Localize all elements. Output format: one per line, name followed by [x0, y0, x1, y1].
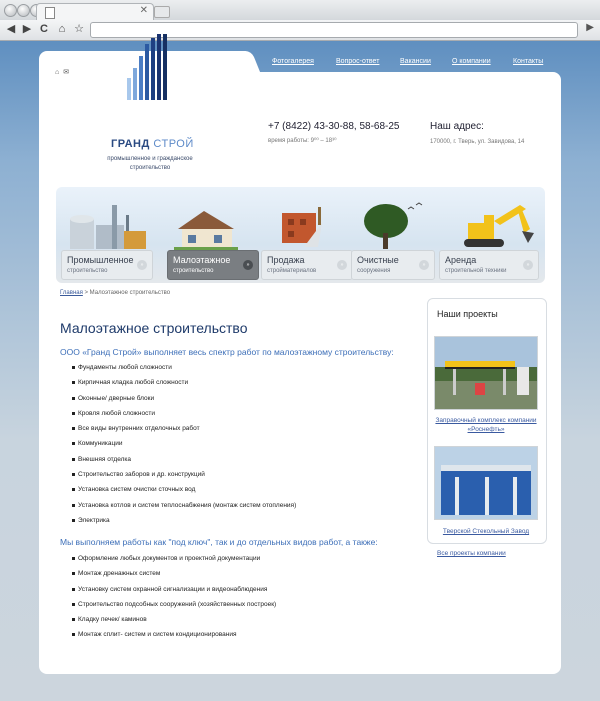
logo-subtitle: промышленное и гражданское строительство — [107, 156, 193, 171]
address-title: Наш адрес: — [430, 121, 484, 132]
home-icon[interactable]: ⌂ — [58, 23, 66, 35]
forward-arrow-icon[interactable]: ▶ — [22, 23, 32, 35]
close-window-icon[interactable] — [4, 4, 17, 17]
category-title: Аренда — [445, 255, 477, 265]
all-projects-link[interactable]: Все проекты компании — [437, 550, 506, 557]
industrial-plant-image — [66, 201, 150, 251]
category-title: Очистные — [357, 255, 399, 265]
arrow-right-icon: » — [523, 260, 533, 270]
sidebar-title: Наши проекты — [437, 309, 498, 319]
category-title: Продажа — [267, 255, 305, 265]
reload-icon[interactable]: C — [40, 23, 48, 35]
category-industrial[interactable] — [61, 250, 153, 280]
list-item: Оконные/ дверные блоки — [72, 395, 296, 410]
list-item: Установка систем очистки сточных вод — [72, 486, 296, 501]
list-item: Оформление любых документов и проектной документации — [72, 555, 276, 570]
list-item: Строительство подсобных сооружений (хозяйственных построек) — [72, 601, 276, 616]
page-title: Малоэтажное строительство — [60, 320, 248, 336]
project-photo-glass-factory[interactable] — [434, 446, 538, 520]
browser-tab[interactable] — [36, 3, 154, 21]
services-list — [72, 364, 296, 532]
company-logo[interactable] — [97, 66, 207, 156]
list-item: Фундаменты любой сложности — [72, 364, 296, 379]
lead-text-2: Мы выполняем работы как "под ключ", так и до отдельных видов работ, а также: — [60, 537, 378, 547]
home-link-icon[interactable]: ⌂ — [55, 69, 60, 76]
category-subtitle: строительной техники — [445, 268, 507, 274]
tree-image — [358, 201, 428, 251]
star-icon[interactable]: ☆ — [74, 23, 84, 35]
category-materials[interactable] — [261, 250, 353, 280]
mail-icon[interactable]: ✉ — [63, 69, 70, 76]
excavator-image — [460, 203, 536, 249]
nav-about[interactable]: О компании — [452, 58, 491, 65]
category-treatment[interactable] — [351, 250, 435, 280]
list-item: Монтаж сплит- систем и систем кондиционирования — [72, 631, 276, 646]
minimize-window-icon[interactable] — [17, 4, 30, 17]
go-icon[interactable]: ▶ — [586, 22, 594, 33]
page-icon — [45, 7, 55, 19]
brick-trowel-image — [278, 203, 326, 249]
list-item: Установку систем охранной сигнализации и видеонаблюдения — [72, 586, 276, 601]
category-lowrise[interactable] — [167, 250, 259, 280]
logo-word-stroy: СТРОЙ — [153, 138, 194, 150]
category-title: Малоэтажное — [173, 255, 231, 265]
project-link-glass-factory[interactable]: Тверской Стекольный Завод — [442, 528, 530, 535]
new-tab-button[interactable] — [154, 6, 170, 18]
breadcrumb — [60, 290, 170, 296]
arrow-right-icon: » — [243, 260, 253, 270]
utility-icons — [55, 68, 73, 76]
list-item: Монтаж дренажных систем — [72, 570, 276, 585]
category-rental[interactable] — [439, 250, 539, 280]
nav-contacts[interactable]: Контакты — [513, 58, 544, 65]
list-item: Электрика — [72, 517, 296, 532]
project-photo-gas-station[interactable] — [434, 336, 538, 410]
list-item: Установка котлов и систем теплоснабжения (монтаж систем отопления) — [72, 502, 296, 517]
category-subtitle: строительство — [67, 268, 108, 274]
nav-gallery[interactable]: Фотогалерея — [272, 58, 314, 65]
category-title: Промышленное — [67, 255, 134, 265]
back-arrow-icon[interactable]: ◀ — [6, 23, 16, 35]
arrow-right-icon: » — [419, 260, 429, 270]
address-text: 170000, г. Тверь, ул. Завидова, 14 — [430, 139, 525, 145]
breadcrumb-current: > Малоэтажное строительство — [84, 290, 171, 296]
category-subtitle: стройматериалов — [267, 268, 317, 274]
list-item: Строительство заборов и др. конструкций — [72, 471, 296, 486]
list-item: Кладку печек/ каминов — [72, 616, 276, 631]
list-item: Коммуникации — [72, 440, 296, 455]
tab-close-icon[interactable]: ✕ — [139, 5, 148, 16]
arrow-right-icon: » — [337, 260, 347, 270]
list-item: Внешняя отделка — [72, 456, 296, 471]
extra-services-list — [72, 555, 276, 647]
list-item: Кирпичная кладка любой сложности — [72, 379, 296, 394]
lead-text: ООО «Гранд Строй» выполняет весь спектр работ по малоэтажному строительству: — [60, 347, 394, 357]
list-item: Все виды внутренних отделочных работ — [72, 425, 296, 440]
page-viewport — [0, 41, 600, 701]
category-subtitle: сооружения — [357, 268, 391, 274]
project-link-gas-station[interactable]: Заправочный комплекс компании «Роснефть» — [435, 417, 537, 433]
browser-titlebar — [0, 0, 600, 21]
nav-faq[interactable]: Вопрос-ответ — [336, 58, 380, 65]
breadcrumb-home[interactable]: Главная — [60, 290, 83, 296]
logo-word-grand: ГРАНД — [111, 138, 150, 150]
phone-number: +7 (8422) 43-30-88, 58-68-25 — [268, 121, 400, 132]
category-subtitle: строительство — [173, 268, 214, 274]
nav-vacancies[interactable]: Вакансии — [400, 58, 431, 65]
browser-toolbar — [0, 20, 600, 41]
house-image — [174, 209, 238, 251]
arrow-right-icon: » — [137, 260, 147, 270]
working-hours: время работы: 9⁰⁰ – 18³⁰ — [268, 138, 337, 144]
list-item: Кровля любой сложности — [72, 410, 296, 425]
